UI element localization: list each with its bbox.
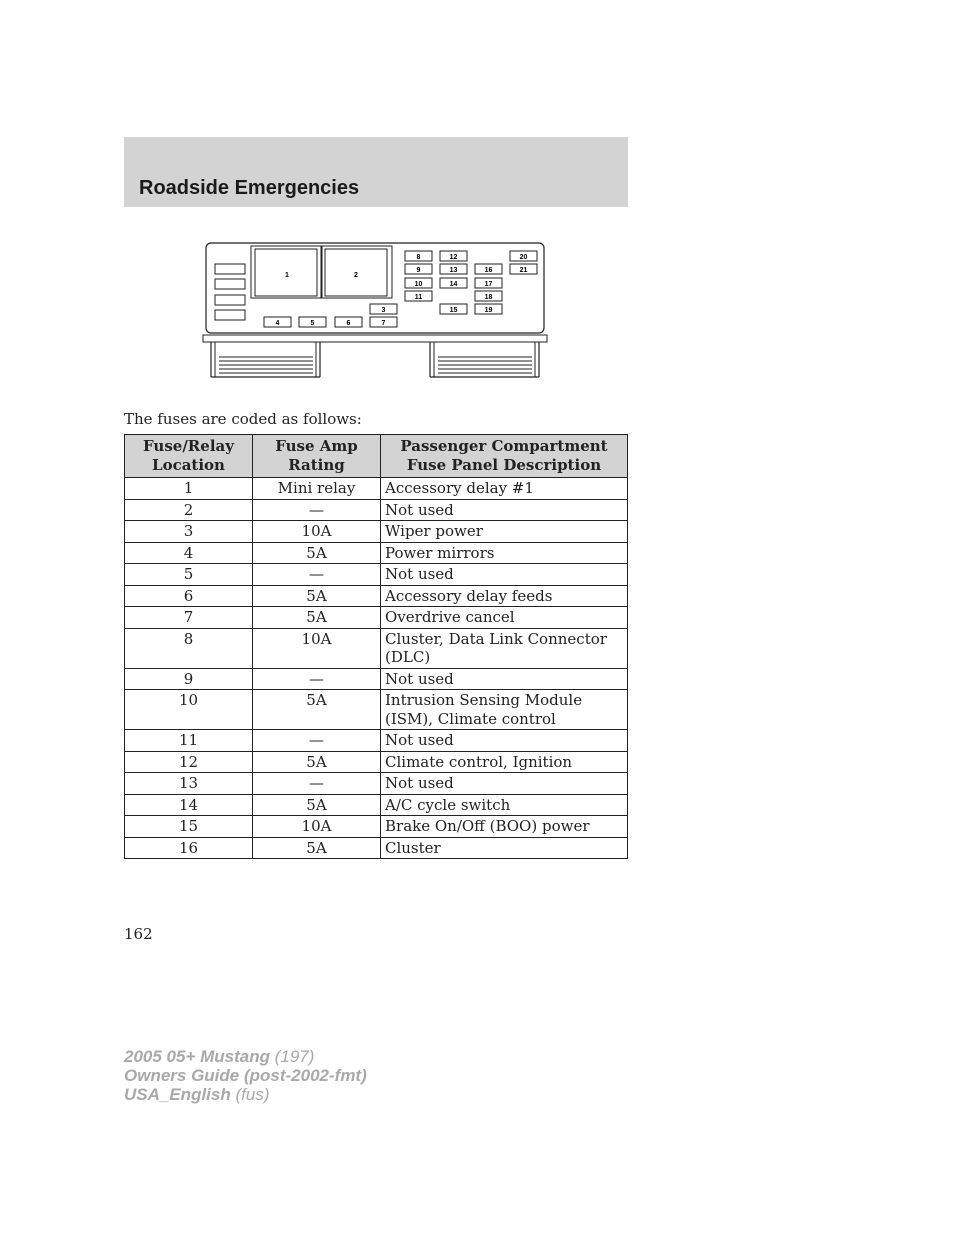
svg-text:19: 19 xyxy=(484,307,493,314)
table-cell: 5 xyxy=(125,564,253,586)
table-cell: 8 xyxy=(125,628,253,668)
fuse-11 xyxy=(405,291,432,301)
svg-text:5: 5 xyxy=(310,320,315,327)
table-cell: Cluster xyxy=(381,837,628,859)
fuse-21 xyxy=(510,264,537,274)
table-cell: 6 xyxy=(125,585,253,607)
fuse-20 xyxy=(510,251,537,261)
svg-text:4: 4 xyxy=(275,320,280,327)
table-cell: Intrusion Sensing Module (ISM), Climate control xyxy=(381,690,628,730)
table-cell: 5A xyxy=(253,794,381,816)
table-cell: 12 xyxy=(125,751,253,773)
fuse-14 xyxy=(440,278,467,288)
table-cell: 3 xyxy=(125,521,253,543)
table-cell: — xyxy=(253,773,381,795)
intro-text: The fuses are coded as follows: xyxy=(124,410,362,428)
column-header: Fuse/Relay Location xyxy=(125,435,253,478)
fuse-12 xyxy=(440,251,467,261)
footer-line-3: USA_English (fus) xyxy=(124,1085,270,1104)
table-cell: Not used xyxy=(381,730,628,752)
svg-text:20: 20 xyxy=(519,254,528,261)
fuse-8 xyxy=(405,251,432,261)
fuse-4 xyxy=(264,317,291,327)
svg-text:6: 6 xyxy=(346,320,351,327)
section-title: Roadside Emergencies xyxy=(139,177,360,199)
document-footer xyxy=(124,1047,367,1104)
table-cell: Climate control, Ignition xyxy=(381,751,628,773)
table-cell: 10 xyxy=(125,690,253,730)
table-cell: 4 xyxy=(125,542,253,564)
table-cell: Brake On/Off (BOO) power xyxy=(381,816,628,838)
svg-text:21: 21 xyxy=(519,267,528,274)
table-cell: 5A xyxy=(253,607,381,629)
page-number: 162 xyxy=(124,925,153,943)
table-cell: 5A xyxy=(253,585,381,607)
table-cell: — xyxy=(253,564,381,586)
table-row xyxy=(125,816,628,838)
table-cell: 16 xyxy=(125,837,253,859)
table-cell: 7 xyxy=(125,607,253,629)
table-cell: A/C cycle switch xyxy=(381,794,628,816)
table-cell: Overdrive cancel xyxy=(381,607,628,629)
table-row xyxy=(125,730,628,752)
table-cell: 1 xyxy=(125,478,253,500)
table-cell: 2 xyxy=(125,499,253,521)
table-cell: Cluster, Data Link Connector (DLC) xyxy=(381,628,628,668)
svg-text:14: 14 xyxy=(449,281,458,288)
table-row xyxy=(125,564,628,586)
table-cell: Accessory delay #1 xyxy=(381,478,628,500)
fuse-6 xyxy=(335,317,362,327)
table-cell: — xyxy=(253,730,381,752)
relay-label-2: 2 xyxy=(354,272,358,279)
fuse-9 xyxy=(405,264,432,274)
table-cell: 5A xyxy=(253,690,381,730)
svg-text:11: 11 xyxy=(414,294,423,301)
table-row xyxy=(125,478,628,500)
svg-text:13: 13 xyxy=(449,267,458,274)
column-header: Passenger Compartment Fuse Panel Description xyxy=(381,435,628,478)
svg-text:8: 8 xyxy=(416,254,421,261)
table-row xyxy=(125,690,628,730)
svg-text:9: 9 xyxy=(416,267,421,274)
fuse-3 xyxy=(370,304,397,314)
table-cell: 10A xyxy=(253,628,381,668)
table-cell: 5A xyxy=(253,542,381,564)
table-row xyxy=(125,499,628,521)
relay-label-1: 1 xyxy=(285,272,289,279)
svg-text:17: 17 xyxy=(484,281,493,288)
footer-line-2: Owners Guide (post-2002-fmt) xyxy=(124,1066,367,1085)
fuse-16 xyxy=(475,264,502,274)
fuse-19 xyxy=(475,304,502,314)
table-cell: Accessory delay feeds xyxy=(381,585,628,607)
fuse-table xyxy=(124,434,628,859)
svg-text:15: 15 xyxy=(449,307,458,314)
table-row xyxy=(125,668,628,690)
fuse-5 xyxy=(299,317,326,327)
table-cell: — xyxy=(253,499,381,521)
table-row xyxy=(125,773,628,795)
table-header-row xyxy=(125,435,628,478)
table-cell: 5A xyxy=(253,751,381,773)
table-row xyxy=(125,585,628,607)
section-header-band xyxy=(124,137,628,207)
table-cell: Not used xyxy=(381,668,628,690)
table-row xyxy=(125,628,628,668)
svg-text:16: 16 xyxy=(484,267,493,274)
fuse-7 xyxy=(370,317,397,327)
fuse-17 xyxy=(475,278,502,288)
table-row xyxy=(125,751,628,773)
table-cell: Not used xyxy=(381,564,628,586)
svg-text:7: 7 xyxy=(381,320,386,327)
table-cell: 5A xyxy=(253,837,381,859)
table-cell: 10A xyxy=(253,521,381,543)
svg-text:10: 10 xyxy=(414,281,423,288)
table-cell: 15 xyxy=(125,816,253,838)
footer-line-1: 2005 05+ Mustang (197) xyxy=(124,1047,315,1066)
svg-text:18: 18 xyxy=(484,294,493,301)
fuse-13 xyxy=(440,264,467,274)
table-row xyxy=(125,542,628,564)
table-cell: Not used xyxy=(381,499,628,521)
table-cell: Not used xyxy=(381,773,628,795)
table-cell: Wiper power xyxy=(381,521,628,543)
fuse-15 xyxy=(440,304,467,314)
table-cell: 14 xyxy=(125,794,253,816)
table-cell: 11 xyxy=(125,730,253,752)
table-cell: 9 xyxy=(125,668,253,690)
fuse-18 xyxy=(475,291,502,301)
table-cell: 10A xyxy=(253,816,381,838)
table-cell: Mini relay xyxy=(253,478,381,500)
fuse-panel-diagram xyxy=(200,240,550,380)
table-cell: — xyxy=(253,668,381,690)
table-row xyxy=(125,607,628,629)
svg-text:12: 12 xyxy=(449,254,458,261)
table-cell: Power mirrors xyxy=(381,542,628,564)
table-row xyxy=(125,837,628,859)
column-header: Fuse Amp Rating xyxy=(253,435,381,478)
table-cell: 13 xyxy=(125,773,253,795)
table-row xyxy=(125,794,628,816)
svg-text:3: 3 xyxy=(381,307,386,314)
table-row xyxy=(125,521,628,543)
fuse-10 xyxy=(405,278,432,288)
